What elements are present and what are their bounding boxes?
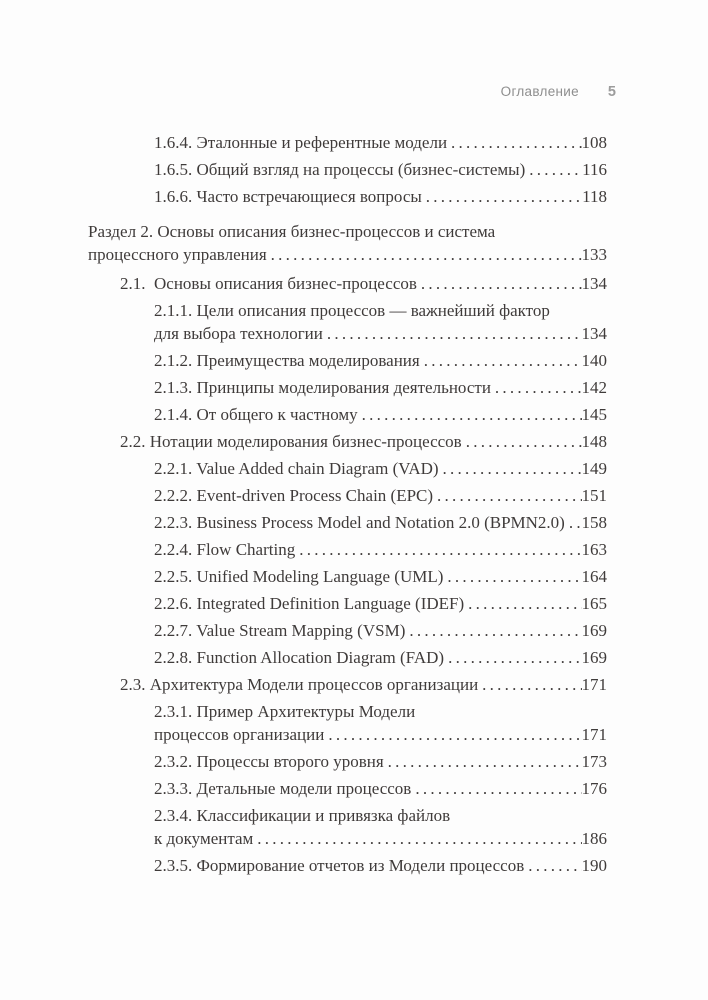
toc-entry-page: 116	[582, 160, 607, 179]
toc-entry-title: 1.6.5. Общий взгляд на процессы (бизнес-системы)	[154, 160, 526, 179]
dot-leader	[443, 565, 581, 588]
toc-entry-title: 2.1.4. От общего к частному	[154, 405, 358, 424]
toc-entry-title: 2.3.5. Формирование отчетов из Модели процессов	[154, 856, 525, 875]
dot-leader	[478, 673, 581, 696]
toc-entry	[154, 403, 607, 426]
dot-leader	[462, 430, 582, 453]
toc-entry	[120, 673, 607, 696]
dot-leader	[358, 403, 582, 426]
dot-leader	[491, 376, 582, 399]
toc-entry-lastline	[154, 827, 607, 850]
toc-entry-page: 140	[581, 351, 607, 370]
toc-entry-page: 151	[581, 486, 607, 505]
toc-entry-line: 2.1.1. Цели описания процессов — важнейший фактор	[154, 301, 550, 320]
toc-entry-page: 171	[581, 725, 607, 744]
table-of-contents	[88, 131, 607, 877]
toc-entry-page: 133	[581, 245, 607, 264]
toc-entry-lastline	[154, 723, 607, 746]
toc-entry-title: 2.2.3. Business Process Model and Notation 2.0 (BPMN2.0)	[154, 513, 565, 532]
toc-entry-title: процессного управления	[88, 245, 267, 264]
toc-entry	[154, 750, 607, 773]
dot-leader	[439, 457, 582, 480]
toc-entry-page: 163	[581, 540, 607, 559]
toc-entry	[154, 777, 607, 800]
toc-entry-page: 165	[581, 594, 607, 613]
toc-entry-page: 171	[581, 675, 607, 694]
toc-entry-lastline	[154, 457, 607, 480]
dot-leader	[417, 272, 582, 295]
toc-entry-page: 118	[582, 187, 607, 206]
running-header-page-number: 5	[607, 84, 616, 100]
toc-entry	[154, 511, 607, 534]
toc-entry-page: 173	[581, 752, 607, 771]
toc-entry-title: 2.2.5. Unified Modeling Language (UML)	[154, 567, 444, 586]
toc-entry	[154, 646, 607, 669]
toc-entry	[154, 804, 607, 850]
toc-entry-lastline	[154, 376, 607, 399]
toc-entry-lastline	[154, 619, 607, 642]
dot-leader	[525, 158, 582, 181]
toc-entry-lastline	[154, 854, 607, 877]
toc-entry-lastline	[154, 158, 607, 181]
dot-leader	[323, 322, 582, 345]
running-header	[0, 0, 708, 100]
toc-entry-lastline	[120, 430, 607, 453]
toc-entry-title: 2.2.4. Flow Charting	[154, 540, 296, 559]
toc-entry-title: 2.3.3. Детальные модели процессов	[154, 779, 412, 798]
toc-entry-lastline	[154, 646, 607, 669]
toc-entry-line: 2.3.4. Классификации и привязка файлов	[154, 806, 451, 825]
toc-entry-title: 2.2. Нотации моделирования бизнес-процессов	[120, 432, 462, 451]
toc-entry	[154, 457, 607, 480]
toc-entry	[154, 538, 607, 561]
toc-entry-lastline	[154, 511, 607, 534]
dot-leader	[411, 777, 581, 800]
toc-entry	[154, 376, 607, 399]
toc-entry-lastline	[154, 349, 607, 372]
toc-entry	[120, 272, 607, 295]
toc-entry-page: 149	[581, 459, 607, 478]
dot-leader	[295, 538, 581, 561]
toc-entry	[154, 349, 607, 372]
dot-leader	[444, 646, 581, 669]
toc-section-entry	[88, 220, 607, 266]
toc-entry-lastline	[120, 673, 607, 696]
toc-entry	[154, 185, 607, 208]
toc-entry	[120, 430, 607, 453]
toc-entry-page: 145	[581, 405, 607, 424]
toc-entry	[154, 619, 607, 642]
toc-entry	[154, 484, 607, 507]
toc-entry-title: 2.2.6. Integrated Definition Language (IDEF)	[154, 594, 465, 613]
toc-entry-title: 2.2.7. Value Stream Mapping (VSM)	[154, 621, 406, 640]
toc-entry-lastline	[154, 403, 607, 426]
toc-entry-lastline	[154, 538, 607, 561]
toc-entry-lastline	[154, 565, 607, 588]
toc-entry	[154, 854, 607, 877]
dot-leader	[464, 592, 581, 615]
toc-entry-title: 1.6.6. Часто встречающиеся вопросы	[154, 187, 422, 206]
toc-entry-page: 190	[581, 856, 607, 875]
toc-entry-lastline	[88, 243, 607, 266]
dot-leader	[267, 243, 582, 266]
toc-entry-lastline	[154, 484, 607, 507]
toc-entry-page: 108	[581, 133, 607, 152]
toc-entry	[154, 158, 607, 181]
toc-entry-page: 148	[581, 432, 607, 451]
toc-entry-line: 2.3.1. Пример Архитектуры Модели	[154, 702, 416, 721]
dot-leader	[524, 854, 581, 877]
toc-entry	[154, 700, 607, 746]
toc-entry	[154, 131, 607, 154]
toc-entry-lastline	[154, 185, 607, 208]
toc-entry-title: для выбора технологии	[154, 324, 323, 343]
toc-entry-page: 142	[581, 378, 607, 397]
toc-entry-lastline	[120, 272, 607, 295]
toc-entry-title: 2.1.3. Принципы моделирования деятельности	[154, 378, 491, 397]
toc-entry	[154, 592, 607, 615]
toc-entry-page: 186	[581, 829, 607, 848]
toc-entry-title: 1.6.4. Эталонные и референтные модели	[154, 133, 448, 152]
dot-leader	[433, 484, 581, 507]
dot-leader	[420, 349, 582, 372]
running-header-title: Оглавление	[500, 84, 579, 99]
toc-entry-lastline	[154, 592, 607, 615]
dot-leader	[324, 723, 581, 746]
toc-entry	[154, 565, 607, 588]
toc-entry-page: 176	[581, 779, 607, 798]
dot-leader	[447, 131, 581, 154]
toc-entry-title: к документам	[154, 829, 254, 848]
toc-entry-lastline	[154, 131, 607, 154]
toc-entry-title: 2.3. Архитектура Модели процессов организации	[120, 675, 479, 694]
toc-entry-title: 2.3.2. Процессы второго уровня	[154, 752, 384, 771]
toc-entry-lastline	[154, 322, 607, 345]
toc-entry	[154, 299, 607, 345]
toc-entry-page: 164	[581, 567, 607, 586]
toc-entry-page: 134	[581, 324, 607, 343]
dot-leader	[405, 619, 581, 642]
dot-leader	[384, 750, 582, 773]
toc-entry-lastline	[154, 777, 607, 800]
dot-leader	[565, 511, 582, 534]
toc-entry-title: 2.1.2. Преимущества моделирования	[154, 351, 420, 370]
toc-entry-page: 134	[581, 274, 607, 293]
toc-entry-title: 2.2.8. Function Allocation Diagram (FAD)	[154, 648, 445, 667]
toc-entry-page: 169	[581, 621, 607, 640]
toc-entry-line: Раздел 2. Основы описания бизнес-процессов и система	[88, 222, 496, 241]
toc-entry-page: 169	[581, 648, 607, 667]
toc-entry-title: 2.2.1. Value Added chain Diagram (VAD)	[154, 459, 439, 478]
toc-entry-title: 2.1. Основы описания бизнес-процессов	[120, 274, 417, 293]
dot-leader	[422, 185, 582, 208]
dot-leader	[253, 827, 581, 850]
toc-entry-page: 158	[581, 513, 607, 532]
toc-entry-title: 2.2.2. Event-driven Process Chain (EPC)	[154, 486, 434, 505]
toc-entry-title: процессов организации	[154, 725, 325, 744]
toc-entry-lastline	[154, 750, 607, 773]
